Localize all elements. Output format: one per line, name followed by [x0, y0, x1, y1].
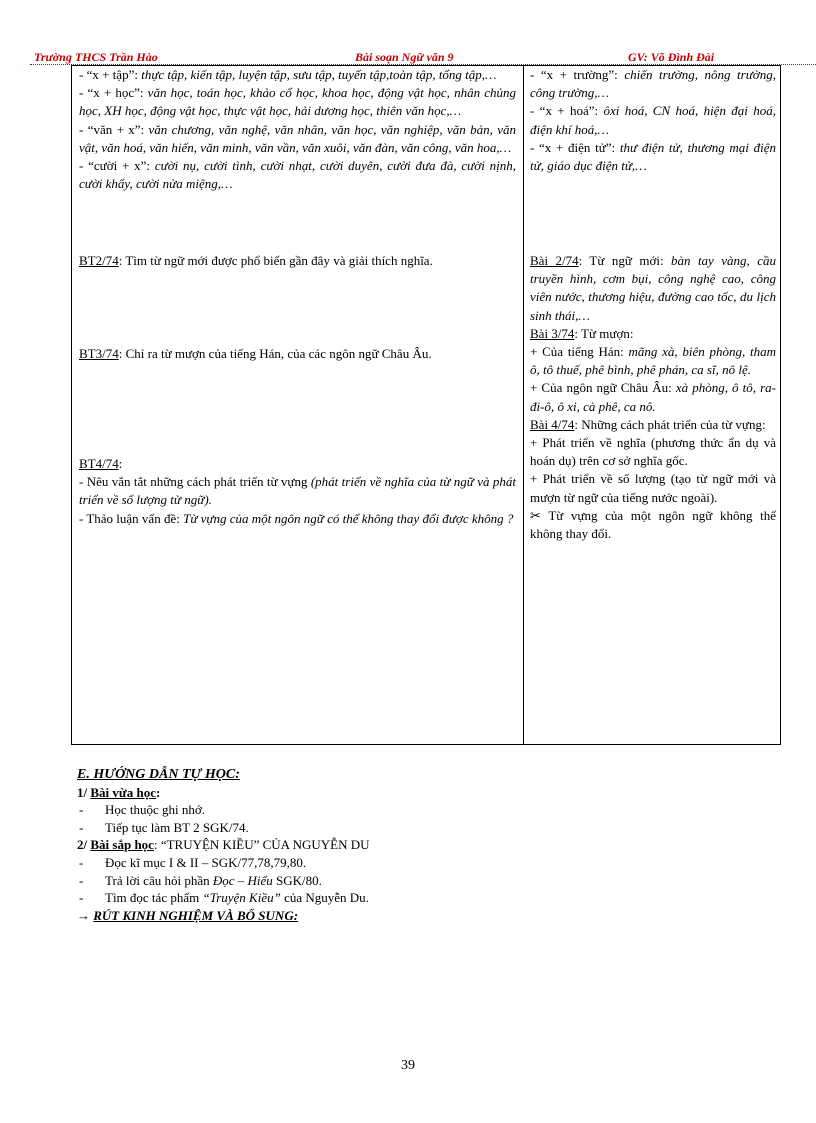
column-divider [523, 66, 524, 744]
guide-title: E. HƯỚNG DẪN TỰ HỌC: [77, 767, 240, 782]
list-item: - “x + học”: văn học, toán học, khảo cổ học, khoa học, động vật học, nhân chủng học, XH học, động vật học, thực vật học, hải dương học, thiên văn học,… [79, 85, 516, 119]
page-number: 39 [401, 1058, 415, 1073]
lesson-title: Bài soạn Ngữ văn 9 [355, 50, 454, 64]
list-item: - “x + hoá”: ôxi hoá, CN hoá, hiện đại hoá, điện khí hoá,… [530, 103, 776, 137]
exercise-bt3: BT3/74: Chỉ ra từ mượn của tiếng Hán, của các ngôn ngữ Châu Âu. [79, 346, 432, 361]
list-item: - “x + trường”: chiến trường, nông trường, công trường,… [530, 67, 776, 101]
section-next: 2/ Bài sắp học: “TRUYỆN KIỀU” CỦA NGUYỄN DU [77, 837, 370, 853]
self-study-guide [77, 766, 737, 924]
review-heading: → RÚT KINH NGHIỆM VÀ BỔ SUNG: [77, 907, 299, 923]
exercise-table [71, 65, 781, 745]
right-word-list [530, 66, 776, 175]
teacher-name: GV: Võ Đình Đài [628, 50, 715, 64]
list-item: - “x + điện tử”: thư điện tử, thương mại điện tử, giáo dục điện tử,… [530, 139, 777, 174]
bai4-label: Bài 4/74 [530, 416, 575, 432]
list-item: - “cười + x”: cười nụ, cười tình, cười nhạt, cười duyên, cười đưa đà, cười nịnh, cười khẩy, cười nửa miệng,… [79, 158, 516, 192]
list-item: - Đọc kĩ mục I & II – SGK/77,78,79,80. [77, 854, 737, 872]
answer-bai2: Bài 2/74: Từ ngữ mới: bàn tay vàng, cầu truyền hình, cơm bụi, công nghệ cao, công viên nước, thương hiệu, đường cao tốc, du lịch sinh thái,… Bài 3/74: Từ mượn: + Của tiếng Hán: mãng xà, biên phòng, tham ô, tô thuế, phê bình, phê phán, ca sĩ, nô lệ. + Của ngôn ngữ Châu Âu: xà phòng, ô tô, ra-đi-ô, ô xi, cà phê, ca nô. Bài 4/74: Những cách phát triển của từ vựng: + Phát triển về nghĩa (phương thức ẩn dụ và hoán dụ) trên cơ sở nghĩa gốc. + Phát triển về số lượng (tạo từ ngữ mới và mượn từ ngữ của tiếng nước ngoài). ✂ Từ vựng của một ngôn ngữ không thể không thay đổi. [530, 253, 776, 542]
bt3-label: BT3/74 [79, 346, 119, 361]
scissors-icon: ✂ [530, 507, 541, 523]
bt2-label: BT2/74 [79, 253, 119, 268]
bt4-label: BT4/74 [79, 456, 119, 471]
school-name: Trường THCS Trần Hào [34, 50, 158, 64]
left-word-list [79, 66, 516, 193]
list-item: - Học thuộc ghi nhớ. [77, 801, 737, 819]
arrow-icon: → [77, 907, 94, 923]
section-learned: 1/ Bài vừa học: [77, 784, 161, 800]
bai3-label: Bài 3/74 [530, 325, 575, 341]
list-item: - “văn + x”: văn chương, văn nghệ, văn nhân, văn học, văn nghiệp, văn bản, văn vật, văn hoá, văn hiến, văn minh, văn vần, văn xuôi, văn đàn, văn công, văn hoa,… [79, 121, 516, 155]
list-item: - Tìm đọc tác phẩm “Truyện Kiều” của Nguyễn Du. [77, 889, 737, 907]
list-item: - Trả lời câu hỏi phần Đọc – Hiểu SGK/80. [77, 872, 737, 890]
list-item: - Tiếp tục làm BT 2 SGK/74. [77, 819, 737, 837]
exercise-bt2: BT2/74: Tìm từ ngữ mới được phổ biến gần đây và giải thích nghĩa. [79, 253, 433, 268]
bai2-label: Bài 2/74 [530, 253, 579, 268]
exercise-bt4: BT4/74: - Nêu vắn tắt những cách phát triển từ vựng (phát triển về nghĩa của từ ngữ và phát triển về số lượng từ ngữ). - Thảo luận vấn đề: Từ vựng của một ngôn ngữ có thể không thay đổi được không ? [79, 456, 516, 526]
list-item: - “x + tập”: thực tập, kiến tập, luyện tập, sưu tập, tuyển tập,toàn tập, tổng tập,… [79, 67, 497, 82]
